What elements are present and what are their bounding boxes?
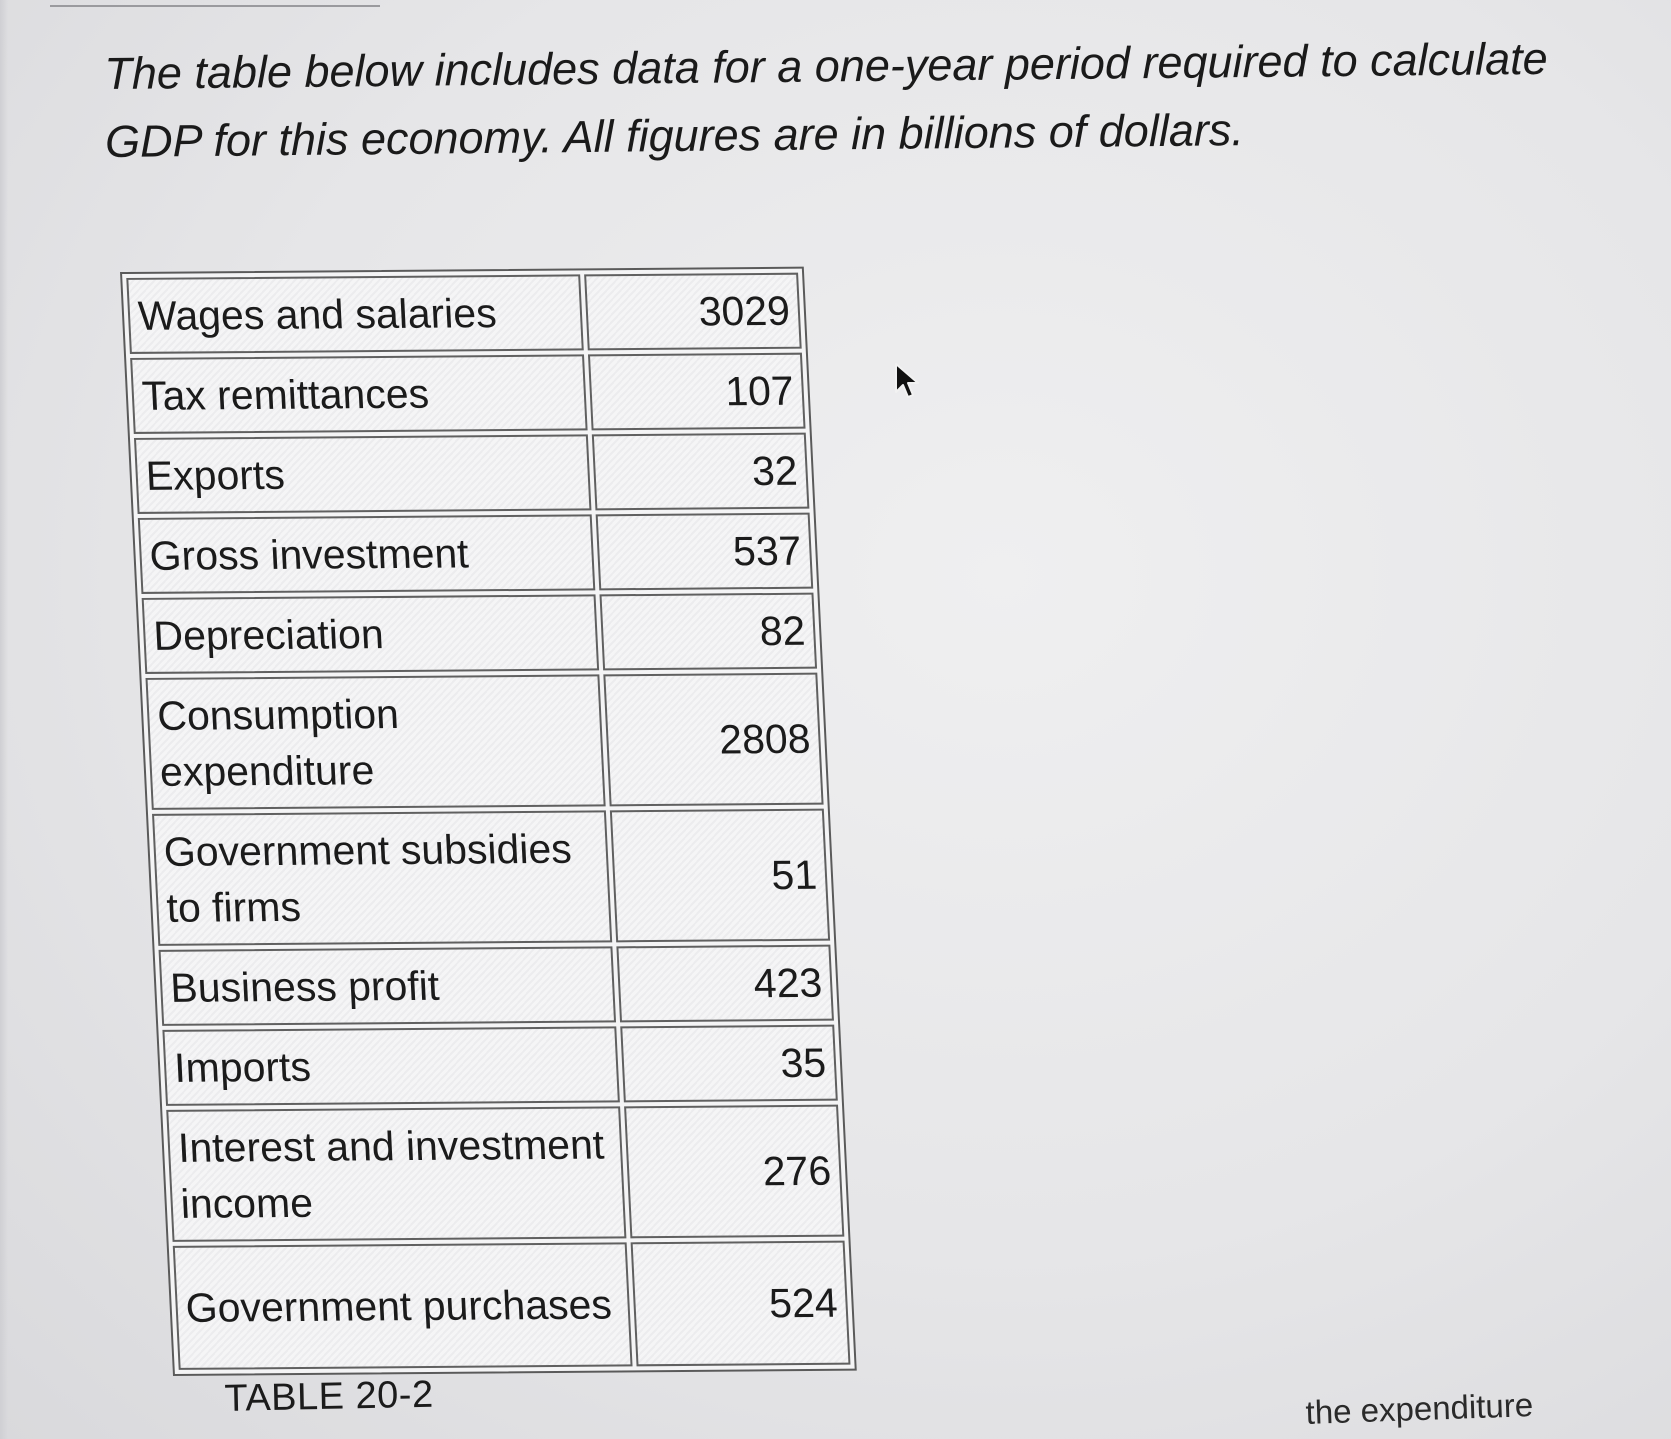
row-label: Government purchases bbox=[173, 1242, 633, 1370]
row-label: Business profit bbox=[159, 946, 616, 1026]
row-value: 2808 bbox=[603, 673, 823, 807]
gdp-data-table-wrapper bbox=[120, 267, 857, 1376]
table-row bbox=[145, 673, 823, 810]
row-label: Government subsidies to firms bbox=[152, 810, 612, 946]
row-value: 3029 bbox=[584, 273, 802, 351]
gdp-data-table bbox=[120, 267, 857, 1376]
row-label: Consumption expenditure bbox=[145, 674, 605, 810]
row-label: Gross investment bbox=[138, 514, 595, 594]
row-value: 423 bbox=[616, 945, 834, 1023]
table-row bbox=[138, 513, 813, 594]
mouse-pointer-icon bbox=[894, 362, 920, 400]
row-value: 107 bbox=[588, 353, 806, 431]
table-row bbox=[142, 593, 817, 674]
table-row bbox=[152, 809, 830, 946]
row-label: Imports bbox=[162, 1026, 619, 1106]
screen-edge bbox=[0, 0, 8, 1439]
table-caption: TABLE 20-2 bbox=[224, 1373, 435, 1420]
row-label: Interest and investment income bbox=[166, 1106, 626, 1242]
table-row bbox=[162, 1025, 837, 1106]
row-value: 524 bbox=[631, 1241, 851, 1367]
row-label: Exports bbox=[134, 434, 591, 514]
row-value: 276 bbox=[624, 1105, 844, 1239]
row-value: 51 bbox=[610, 809, 830, 943]
cut-off-text: the expenditure bbox=[1305, 1386, 1534, 1431]
row-value: 35 bbox=[620, 1025, 838, 1103]
row-value: 537 bbox=[596, 513, 814, 591]
row-label: Depreciation bbox=[142, 594, 599, 674]
row-value: 32 bbox=[592, 433, 810, 511]
table-row bbox=[134, 433, 809, 514]
row-value: 82 bbox=[599, 593, 817, 671]
table-row bbox=[159, 945, 834, 1026]
table-row bbox=[126, 273, 801, 354]
table-row bbox=[173, 1241, 851, 1370]
row-label: Wages and salaries bbox=[126, 274, 583, 354]
top-divider bbox=[50, 0, 380, 7]
table-row bbox=[130, 353, 805, 434]
question-prompt: The table below includes data for a one-year period required to calculate GDP for this economy. All figures are in billions of dollars. bbox=[104, 32, 1548, 167]
table-row bbox=[166, 1105, 844, 1242]
row-label: Tax remittances bbox=[130, 354, 587, 434]
